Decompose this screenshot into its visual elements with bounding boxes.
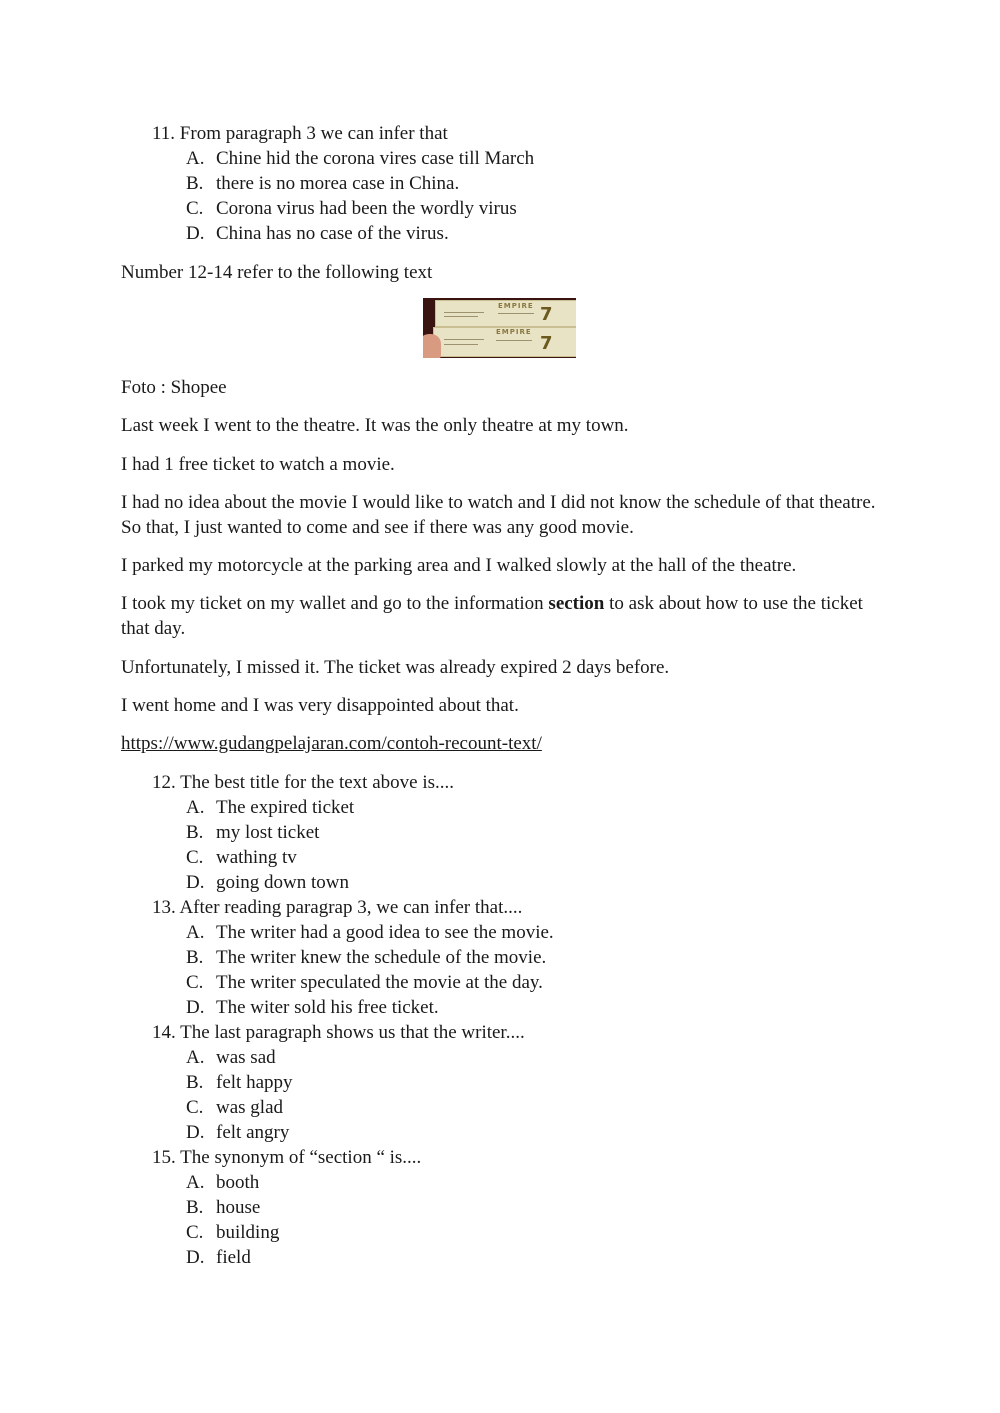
option-text: China has no case of the virus. <box>216 223 449 244</box>
paragraph-5 <box>121 591 881 641</box>
option-text: was glad <box>216 1097 284 1118</box>
option-letter: A. <box>186 797 205 818</box>
option-text: Corona virus had been the wordly virus <box>216 198 517 219</box>
question-14-text: 14. The last paragraph shows us that the writer.... <box>152 1022 525 1043</box>
option-letter: C. <box>186 1097 204 1118</box>
photo-caption: Foto : Shopee <box>121 377 227 398</box>
ticket-brand: EMPIRE <box>496 328 532 336</box>
ticket-number: 7 <box>540 304 553 325</box>
paragraph-2: I had 1 free ticket to watch a movie. <box>121 454 395 475</box>
option-text: felt angry <box>216 1122 290 1143</box>
paragraph-6: Unfortunately, I missed it. The ticket was already expired 2 days before. <box>121 657 670 678</box>
option-letter: C. <box>186 847 204 868</box>
option-text: The writer had a good idea to see the movie. <box>216 922 554 943</box>
option-text: there is no morea case in China. <box>216 173 460 194</box>
question-11-text: 11. From paragraph 3 we can infer that <box>152 123 448 144</box>
ticket-line <box>444 339 484 340</box>
ticket-line <box>444 316 478 317</box>
option-text: my lost ticket <box>216 822 320 843</box>
option-text: house <box>216 1197 261 1218</box>
ticket-top <box>435 300 576 327</box>
question-13-text: 13. After reading paragrap 3, we can infer that.... <box>152 897 523 918</box>
option-letter: C. <box>186 972 204 993</box>
option-text: felt happy <box>216 1072 293 1093</box>
paragraph-1: Last week I went to the theatre. It was the only theatre at my town. <box>121 415 629 436</box>
option-text: field <box>216 1247 251 1268</box>
paragraph-5-end: to ask about how to use the ticket that day. <box>121 593 863 639</box>
option-letter: A. <box>186 148 205 169</box>
option-letter: A. <box>186 922 205 943</box>
option-text: The expired ticket <box>216 797 355 818</box>
option-letter: B. <box>186 822 204 843</box>
ticket-line <box>444 312 484 313</box>
option-letter: A. <box>186 1047 205 1068</box>
paragraph-3: I had no idea about the movie I would like to watch and I did not know the schedule of that theatre. So that, I just wanted to come and see if there was any good movie. <box>121 492 876 538</box>
ticket-line <box>498 313 534 314</box>
option-letter: C. <box>186 198 204 219</box>
option-text: The witer sold his free ticket. <box>216 997 439 1018</box>
option-letter: D. <box>186 1247 205 1268</box>
paragraph-7: I went home and I was very disappointed about that. <box>121 695 519 716</box>
ticket-photo <box>423 298 576 358</box>
option-letter: D. <box>186 223 205 244</box>
ticket-bottom <box>433 327 576 357</box>
question-15-text: 15. The synonym of “section “ is.... <box>152 1147 422 1168</box>
text-intro: Number 12-14 refer to the following text <box>121 262 433 283</box>
option-text: wathing tv <box>216 847 297 868</box>
keyword-section: section <box>548 593 605 614</box>
option-text: was sad <box>216 1047 276 1068</box>
paragraph-5-start: I took my ticket on my wallet and go to the information <box>121 593 549 614</box>
ticket-brand: EMPIRE <box>498 302 534 310</box>
option-letter: D. <box>186 872 205 893</box>
option-letter: A. <box>186 1172 205 1193</box>
source-link[interactable]: https://www.gudangpelajaran.com/contoh-recount-text/ <box>121 733 542 754</box>
paragraph-4: I parked my motorcycle at the parking area and I walked slowly at the hall of the theatre. <box>121 555 797 576</box>
option-text: The writer speculated the movie at the day. <box>216 972 543 993</box>
option-text: booth <box>216 1172 260 1193</box>
hand-shape <box>423 334 441 358</box>
option-letter: B. <box>186 1197 204 1218</box>
option-text: Chine hid the corona vires case till March <box>216 148 535 169</box>
option-letter: C. <box>186 1222 204 1243</box>
option-letter: B. <box>186 947 204 968</box>
option-text: going down town <box>216 872 349 893</box>
question-12-text: 12. The best title for the text above is.... <box>152 772 454 793</box>
ticket-line <box>444 344 478 345</box>
option-letter: D. <box>186 997 205 1018</box>
ticket-number: 7 <box>540 333 553 354</box>
option-text: building <box>216 1222 280 1243</box>
option-text: The writer knew the schedule of the movie. <box>216 947 547 968</box>
option-letter: B. <box>186 173 204 194</box>
option-letter: D. <box>186 1122 205 1143</box>
ticket-line <box>496 340 532 341</box>
option-letter: B. <box>186 1072 204 1093</box>
